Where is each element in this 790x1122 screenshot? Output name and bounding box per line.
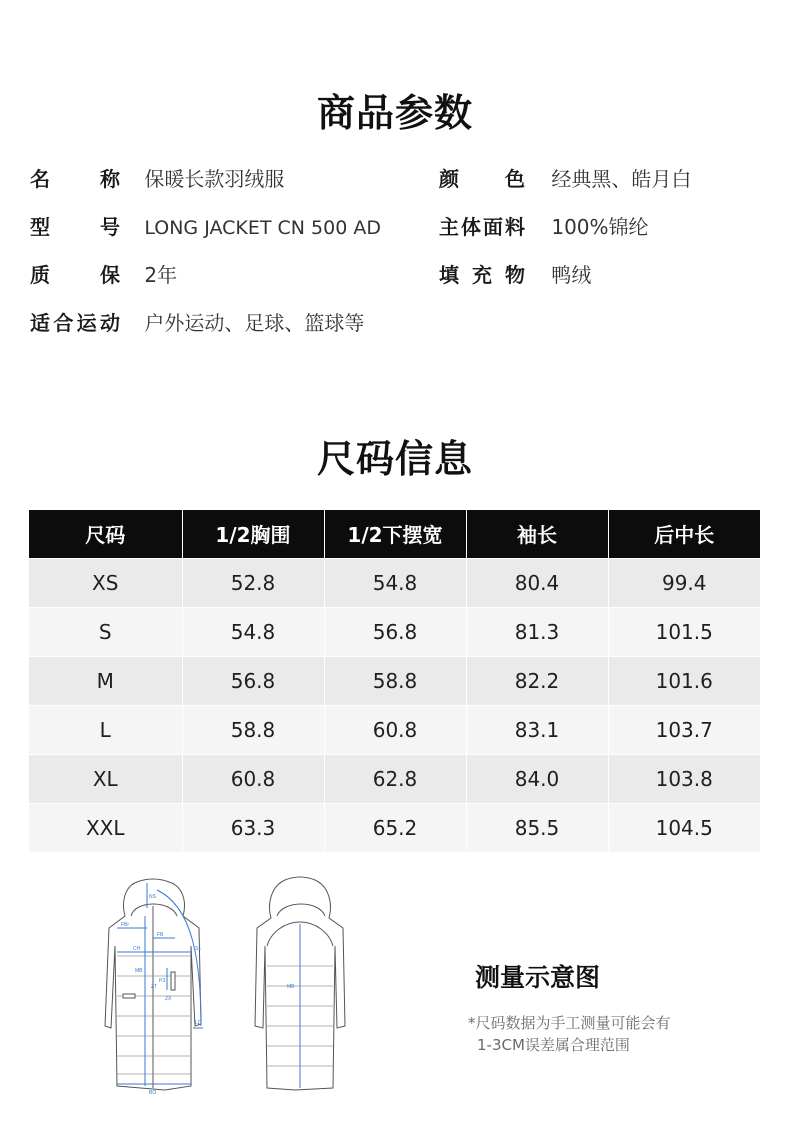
param-filling	[439, 259, 591, 288]
cell-size: S	[29, 607, 182, 656]
cell-size: XL	[29, 754, 182, 803]
param-model	[30, 211, 381, 240]
header-back-length: 后中长	[608, 510, 760, 558]
cell-size: XS	[29, 558, 182, 607]
label-bo: BO	[149, 1090, 157, 1096]
cell-value: 56.8	[324, 607, 466, 656]
cell-value: 60.8	[324, 705, 466, 754]
cell-size: XXL	[29, 803, 182, 852]
label-zx: ZX	[165, 996, 172, 1002]
param-name	[30, 163, 284, 192]
table-row	[29, 558, 760, 607]
param-label: 颜色	[439, 167, 525, 191]
label-zt: ZT	[151, 984, 158, 990]
cell-value: 85.5	[466, 803, 608, 852]
cell-value: 63.3	[182, 803, 324, 852]
size-title: 尺码信息	[316, 437, 473, 481]
param-label: 质保	[30, 263, 120, 287]
header-sleeve: 袖长	[466, 510, 608, 558]
measurement-diagram	[95, 876, 355, 1098]
measure-note	[468, 1012, 671, 1056]
cell-value: 65.2	[324, 803, 466, 852]
cell-value: 84.0	[466, 754, 608, 803]
header-size: 尺码	[29, 510, 182, 558]
table-row	[29, 607, 760, 656]
cell-value: 54.8	[182, 607, 324, 656]
param-value: 经典黑、皓月白	[551, 167, 692, 191]
cell-value: 54.8	[324, 558, 466, 607]
size-table-header	[29, 510, 760, 558]
table-row	[29, 803, 760, 852]
param-label: 适合运动	[30, 311, 120, 335]
table-row	[29, 705, 760, 754]
cell-value: 58.8	[182, 705, 324, 754]
header-half-hem: 1/2下摆宽	[324, 510, 466, 558]
param-value: 户外运动、足球、篮球等	[144, 311, 365, 335]
header-half-chest: 1/2胸围	[182, 510, 324, 558]
cell-value: 104.5	[608, 803, 760, 852]
cell-value: 83.1	[466, 705, 608, 754]
cell-value: 58.8	[324, 656, 466, 705]
cell-value: 60.8	[182, 754, 324, 803]
cell-value: 99.4	[608, 558, 760, 607]
label-s1: S1	[195, 946, 202, 952]
measure-note-line2: 1-3CM误差属合理范围	[477, 1036, 630, 1054]
cell-value: 101.6	[608, 656, 760, 705]
label-ld: LD	[195, 1020, 202, 1026]
cell-value: 62.8	[324, 754, 466, 803]
label-p3: P3	[159, 978, 166, 984]
param-value: 保暖长款羽绒服	[144, 167, 285, 191]
cell-value: 101.5	[608, 607, 760, 656]
table-row	[29, 754, 760, 803]
param-color	[439, 163, 691, 192]
table-row	[29, 656, 760, 705]
label-ns: NS	[149, 894, 156, 900]
param-value: LONG JACKET CN 500 AD	[144, 217, 381, 239]
size-table	[29, 510, 760, 852]
measure-note-line1: *尺码数据为手工测量可能会有	[468, 1014, 671, 1032]
param-value: 100%锦纶	[551, 215, 649, 239]
cell-value: 80.4	[466, 558, 608, 607]
param-fabric	[439, 211, 649, 240]
cell-size: L	[29, 705, 182, 754]
param-warranty	[30, 259, 177, 288]
label-ch: CH	[133, 946, 141, 952]
cell-value: 52.8	[182, 558, 324, 607]
cell-value: 103.8	[608, 754, 760, 803]
cell-value: 103.7	[608, 705, 760, 754]
label-mb-back: MB	[287, 984, 295, 990]
param-label: 主体面料	[439, 215, 525, 239]
label-fb: FB	[157, 932, 164, 938]
param-sports	[30, 307, 364, 336]
cell-value: 82.2	[466, 656, 608, 705]
label-mb: MB	[135, 968, 143, 974]
param-value: 2年	[144, 263, 178, 287]
cell-value: 81.3	[466, 607, 608, 656]
label-fbr: FBr	[121, 922, 130, 928]
cell-size: M	[29, 656, 182, 705]
cell-value: 56.8	[182, 656, 324, 705]
measure-title: 测量示意图	[475, 963, 601, 992]
param-value: 鸭绒	[551, 263, 592, 287]
param-label: 名称	[30, 167, 120, 191]
param-label: 型号	[30, 215, 120, 239]
param-label: 填充物	[439, 263, 525, 287]
params-title: 商品参数	[316, 91, 473, 135]
